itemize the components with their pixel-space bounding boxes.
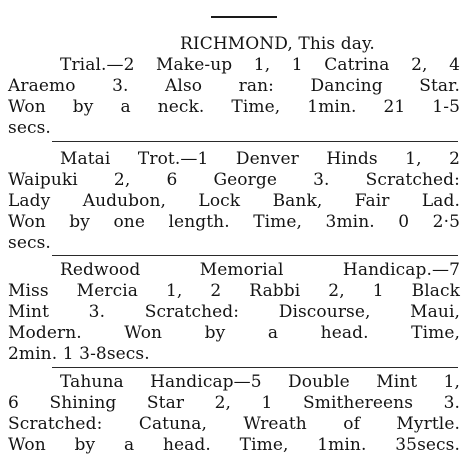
top-divider-rule — [211, 16, 277, 18]
race-text-line: Won by a head. Time, 1min. 35secs. — [8, 435, 460, 455]
race-text-line: Waipuki 2, 6 George 3. Scratched: — [8, 170, 460, 190]
race-text-line: Miss Mercia 1, 2 Rabbi 2, 1 Black — [8, 281, 460, 301]
race-text-line: Mint 3. Scratched: Discourse, Maui, — [8, 302, 460, 322]
race-text-line: secs. — [8, 233, 51, 253]
race-text-line: Matai Trot.—1 Denver Hinds 1, 2 — [60, 149, 460, 169]
race-text-line: 6 Shining Star 2, 1 Smithereens 3. — [8, 393, 460, 413]
race-text-line: Lady Audubon, Lock Bank, Fair Lad. — [8, 191, 460, 211]
race-text-line: Trial.—2 Make-up 1, 1 Catrina 2, 4 — [60, 55, 460, 75]
race-text-line: secs. — [8, 118, 51, 138]
divider-rule — [52, 255, 458, 256]
race-text-line: Tahuna Handicap—5 Double Mint 1, — [60, 372, 460, 392]
results-heading: RICHMOND, This day. — [180, 34, 375, 54]
race-text-line: Scratched: Catuna, Wreath of Myrtle. — [8, 414, 460, 434]
race-text-line: Redwood Memorial Handicap.—7 — [60, 260, 460, 280]
divider-rule — [52, 367, 458, 368]
race-text-line: Araemo 3. Also ran: Dancing Star. — [8, 76, 460, 96]
race-text-line: Modern. Won by a head. Time, — [8, 323, 460, 343]
race-text-line: 2min. 1 3-8secs. — [8, 344, 150, 364]
race-text-line: Won by a neck. Time, 1min. 21 1-5 — [8, 97, 460, 117]
divider-rule — [52, 141, 458, 142]
race-text-line: Won by one length. Time, 3min. 0 2·5 — [8, 212, 460, 232]
